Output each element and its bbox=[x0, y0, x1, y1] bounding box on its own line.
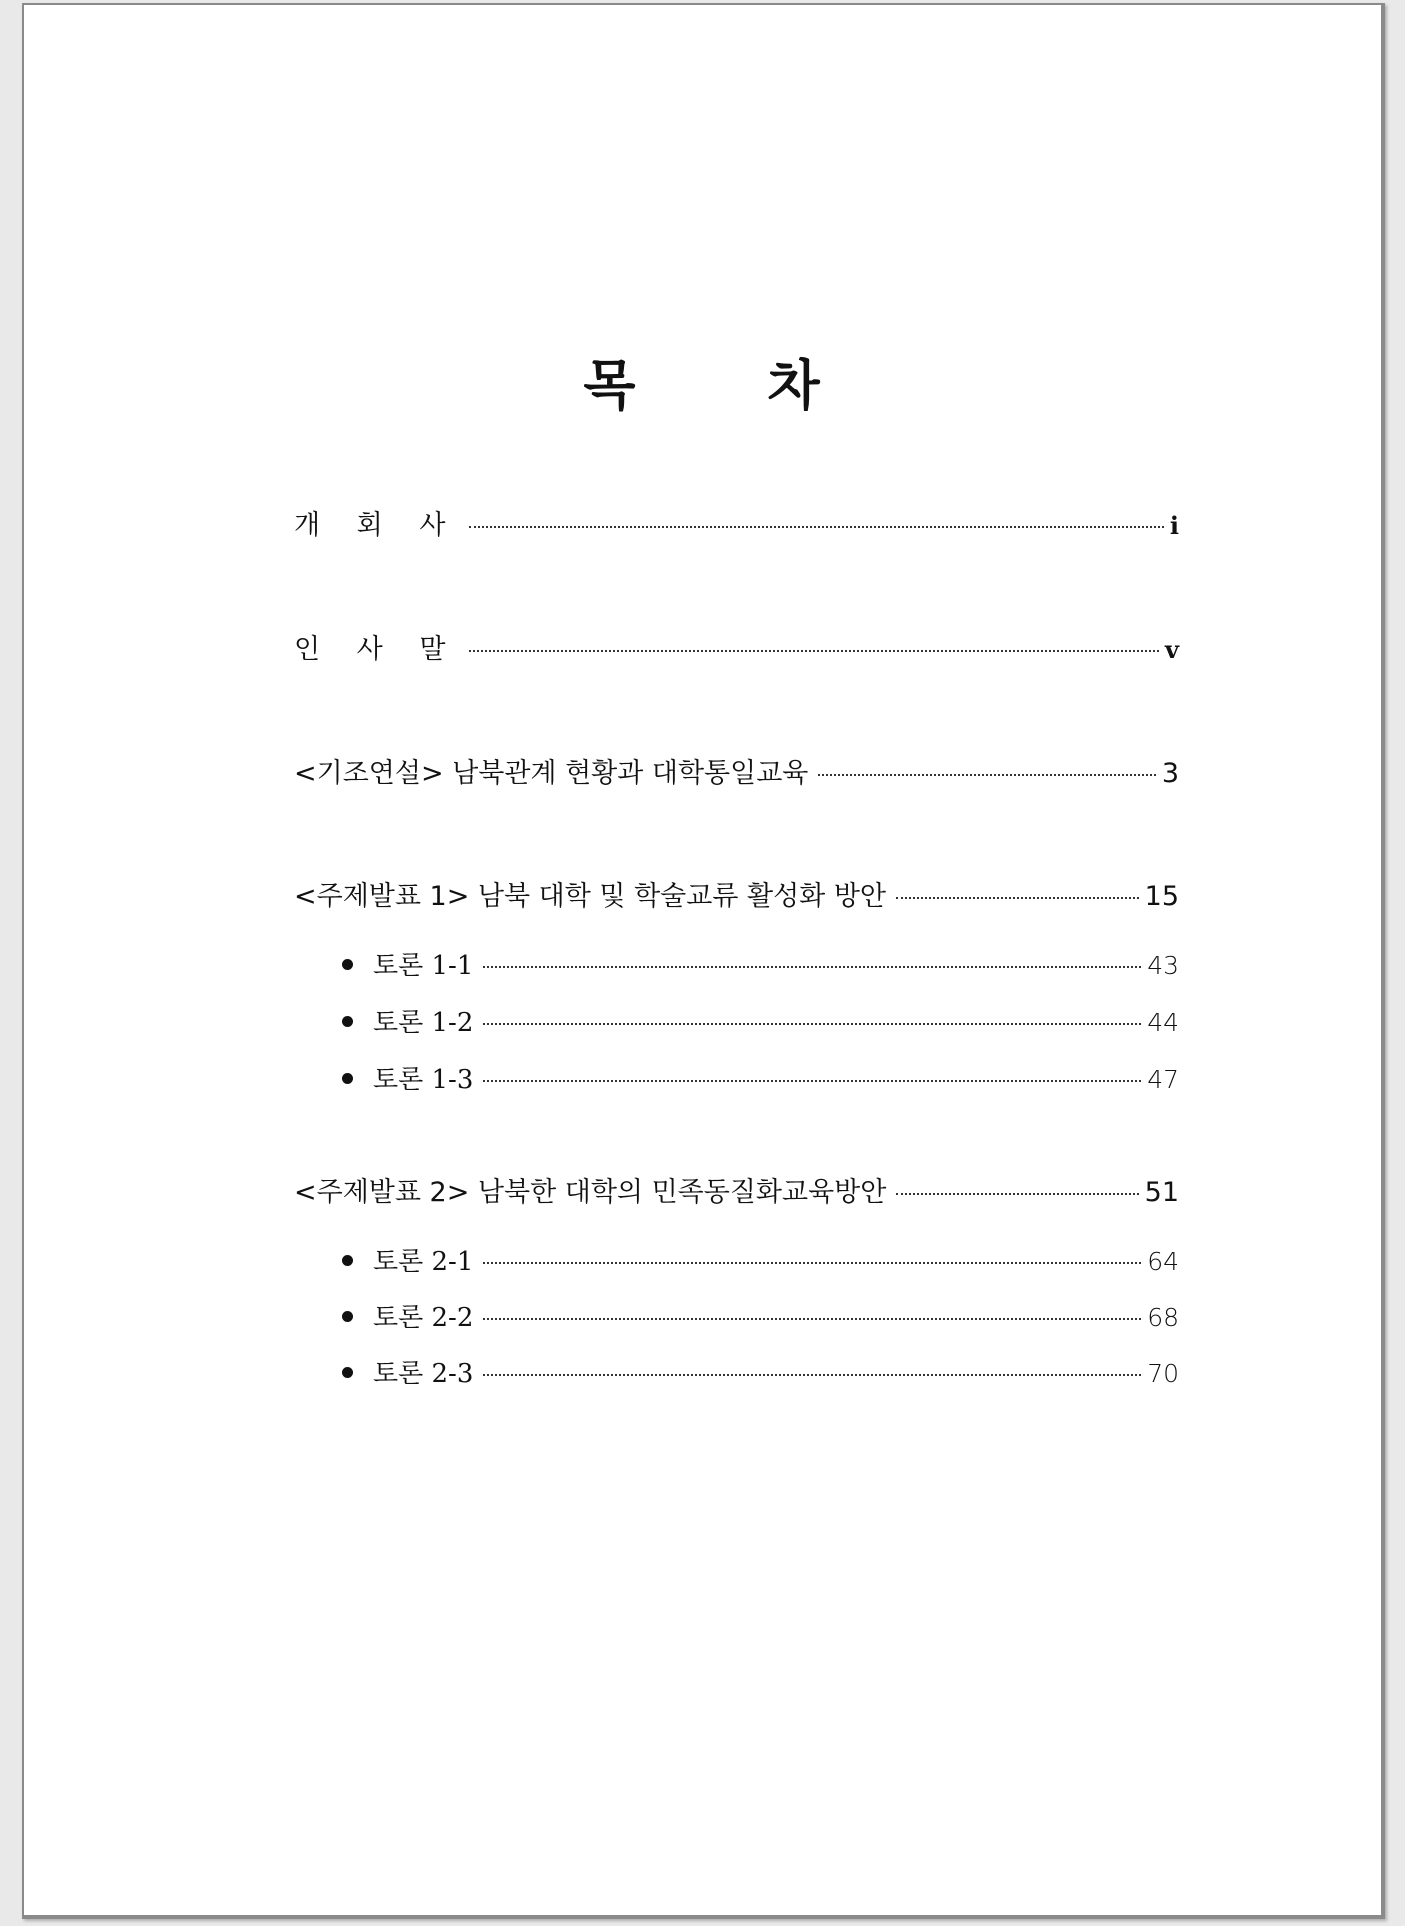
toc-entry-label: 개 회 사 bbox=[294, 510, 460, 541]
toc-sub-entry-discussion-1-1[interactable] bbox=[342, 945, 1179, 982]
title-part-1: 목 bbox=[583, 354, 638, 417]
bullet-icon bbox=[342, 1255, 353, 1266]
bullet-icon bbox=[342, 1016, 353, 1027]
toc-entry-opening-address[interactable] bbox=[294, 503, 1179, 542]
toc-entry-label: <주제발표 2> 남북한 대학의 민족동질화교육방안 bbox=[294, 1177, 887, 1208]
toc-entry-presentation-2[interactable] bbox=[294, 1170, 1179, 1209]
title-part-2: 차 bbox=[767, 354, 822, 417]
dot-leader bbox=[483, 1023, 1141, 1025]
dot-leader bbox=[483, 1374, 1141, 1376]
bullet-icon bbox=[342, 1367, 353, 1378]
toc-sub-entry-discussion-2-2[interactable] bbox=[342, 1297, 1179, 1334]
dot-leader bbox=[896, 897, 1139, 899]
dot-leader bbox=[469, 526, 1163, 528]
toc-entry-page: 51 bbox=[1144, 1177, 1179, 1208]
toc-sub-entry-discussion-2-1[interactable] bbox=[342, 1241, 1179, 1278]
toc-sub-entry-label: 토론 1-1 bbox=[373, 951, 474, 981]
bullet-icon bbox=[342, 1073, 353, 1084]
toc-entry-label: <주제발표 1> 남북 대학 및 학술교류 활성화 방안 bbox=[294, 881, 886, 912]
page-title bbox=[24, 343, 1381, 420]
toc-sub-entry-page: 64 bbox=[1147, 1247, 1179, 1276]
toc-sub-entry-discussion-2-3[interactable] bbox=[342, 1353, 1179, 1390]
toc-entry-greeting[interactable] bbox=[294, 627, 1179, 666]
toc-entry-keynote[interactable] bbox=[294, 751, 1179, 790]
toc-sub-entry-page: 43 bbox=[1147, 951, 1179, 980]
dot-leader bbox=[469, 650, 1159, 652]
dot-leader bbox=[483, 966, 1141, 968]
dot-leader bbox=[483, 1262, 1141, 1264]
toc-entry-page: 3 bbox=[1161, 758, 1179, 789]
toc-sub-entry-discussion-1-2[interactable] bbox=[342, 1002, 1179, 1039]
bullet-icon bbox=[342, 959, 353, 970]
toc-sub-entry-page: 70 bbox=[1147, 1359, 1179, 1388]
toc-sub-entry-label: 토론 2-3 bbox=[373, 1359, 474, 1389]
toc-sub-entry-page: 68 bbox=[1147, 1303, 1179, 1332]
dot-leader bbox=[896, 1193, 1138, 1195]
document-page bbox=[22, 3, 1385, 1919]
dot-leader bbox=[818, 774, 1155, 776]
toc-entry-label: 인 사 말 bbox=[294, 634, 460, 665]
toc-entry-presentation-1[interactable] bbox=[294, 874, 1179, 913]
dot-leader bbox=[483, 1080, 1141, 1082]
toc-sub-entry-discussion-1-3[interactable] bbox=[342, 1059, 1179, 1096]
toc-entry-page: i bbox=[1169, 511, 1179, 540]
toc-sub-entry-page: 47 bbox=[1147, 1065, 1179, 1094]
toc-sub-entry-label: 토론 1-2 bbox=[373, 1008, 474, 1038]
toc-sub-entry-label: 토론 2-1 bbox=[373, 1247, 474, 1277]
toc-entry-label: <기조연설> 남북관계 현황과 대학통일교육 bbox=[294, 758, 809, 789]
toc-sub-entry-label: 토론 1-3 bbox=[373, 1065, 474, 1095]
toc-sub-entry-label: 토론 2-2 bbox=[373, 1303, 474, 1333]
toc-sub-entry-page: 44 bbox=[1147, 1008, 1179, 1037]
dot-leader bbox=[483, 1318, 1141, 1320]
bullet-icon bbox=[342, 1311, 353, 1322]
toc-entry-page: 15 bbox=[1144, 881, 1179, 912]
toc-entry-page: v bbox=[1165, 635, 1179, 664]
